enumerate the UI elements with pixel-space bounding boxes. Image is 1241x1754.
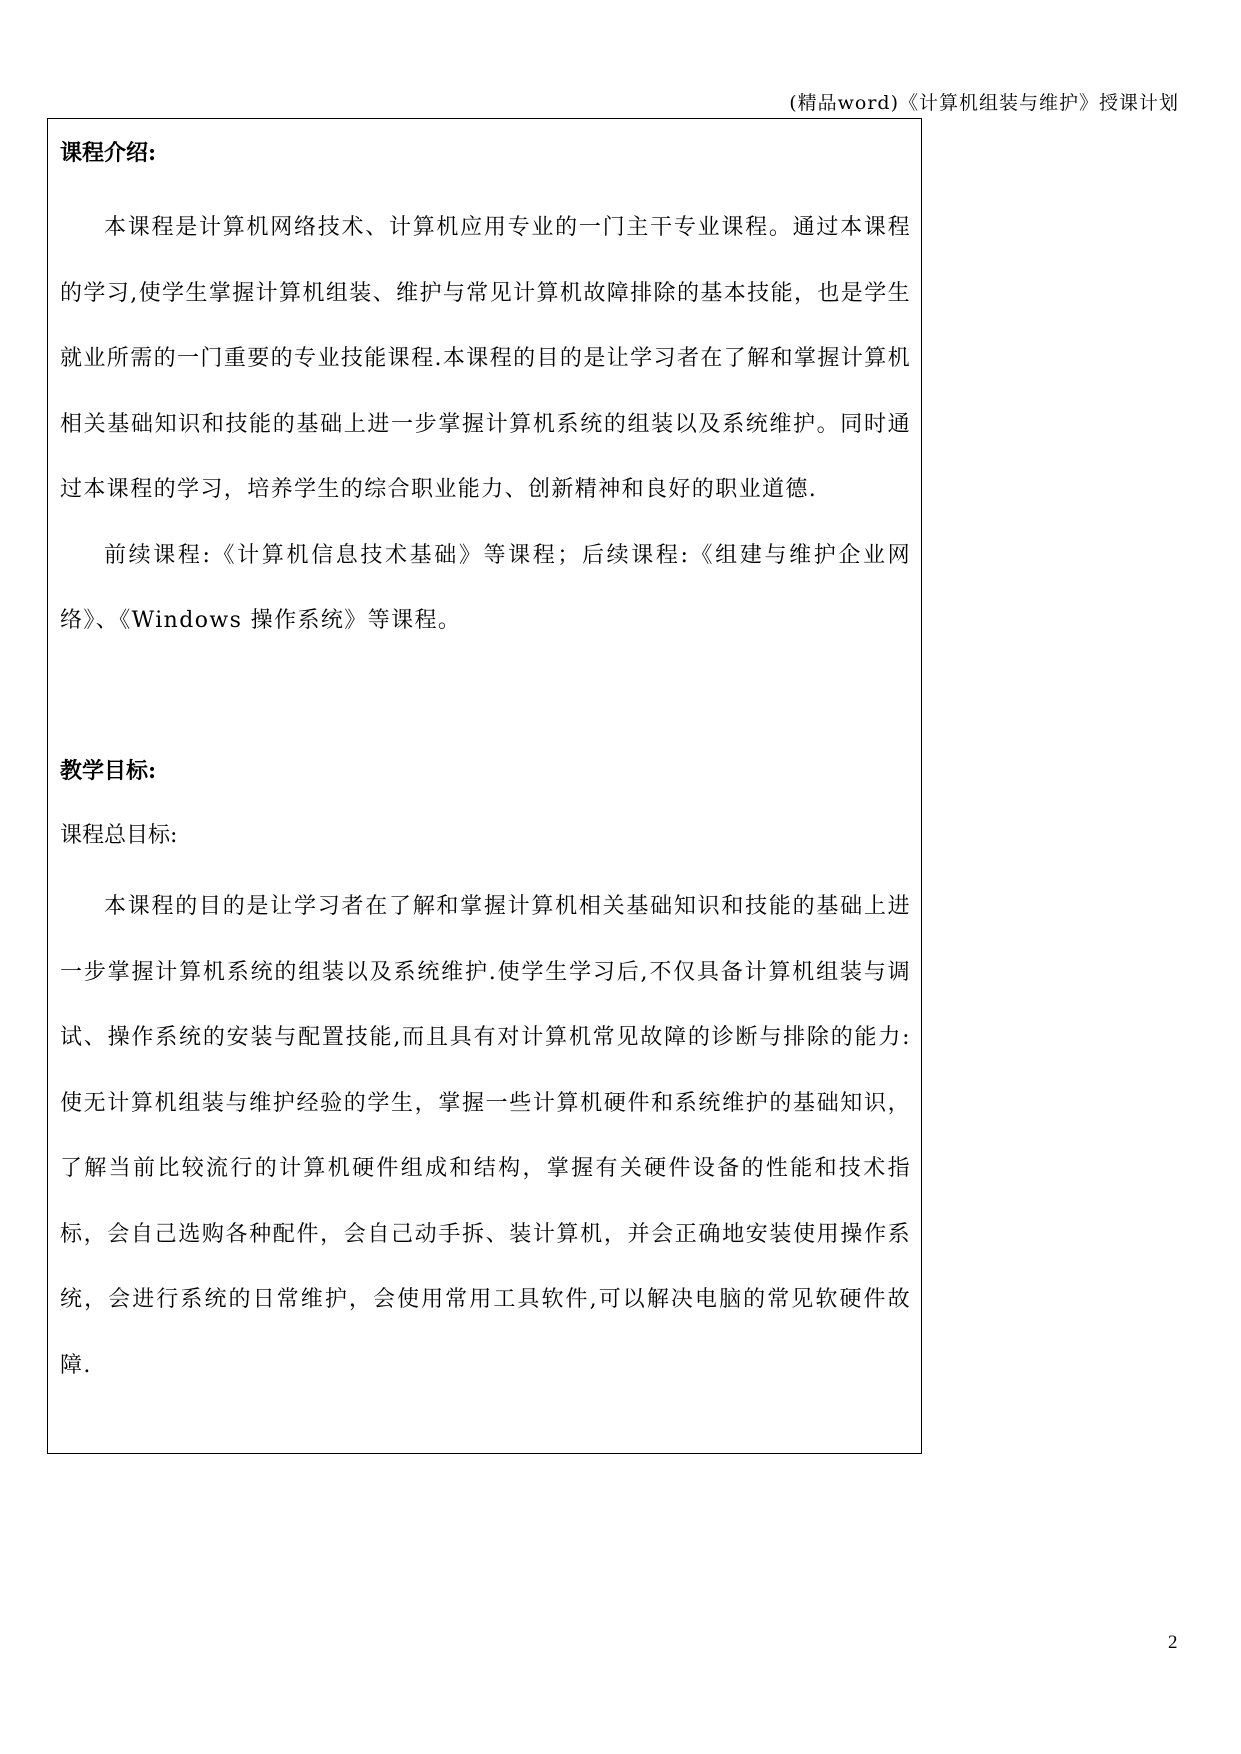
overall-goal-paragraph: 本课程的目的是让学习者在了解和掌握计算机相关基础知识和技能的基础上进一步掌握计算机系统的组装以及系统维护.使学生学习后,不仅具备计算机组装与调试、操作系统的安装与配置技能,而且具有对计算机常见故障的诊断与排除的能力:使无计算机组装与维护经验的学生，掌握一些计算机硬件和系统维护的基础知识，了解当前比较流行的计算机硬件组成和结构，掌握有关硬件设备的性能和技术指标，会自己选购各种配件，会自己动手拆、装计算机，并会正确地安装使用操作系统，会进行系统的日常维护，会使用常用工具软件,可以解决电脑的常见软硬件故障. <box>60 894 911 1378</box>
running-header: (精品word)《计算机组装与维护》授课计划 <box>789 92 1179 114</box>
overall-goal-subheading: 课程总目标: <box>60 823 178 848</box>
course-intro-heading: 课程介绍: <box>60 140 157 166</box>
course-intro-paragraph: 本课程是计算机网络技术、计算机应用专业的一门主干专业课程。通过本课程的学习,使学生掌握计算机组装、维护与常见计算机故障排除的基本技能，也是学生就业所需的一门重要的专业技能课程.本课程的目的是让学习者在了解和掌握计算机相关基础知识和技能的基础上进一步掌握计算机系统的组装以及系统维护。同时通过本课程的学习，培养学生的综合职业能力、创新精神和良好的职业道德. <box>60 215 911 502</box>
content-table-cell <box>47 118 922 1454</box>
page-number: 2 <box>1168 1632 1178 1653</box>
teaching-goals-heading: 教学目标: <box>60 758 157 784</box>
course-intro-section <box>60 135 911 654</box>
prerequisite-courses-paragraph: 前续课程:《计算机信息技术基础》等课程；后续课程:《组建与维护企业网络》、《Windows 操作系统》等课程。 <box>60 542 911 633</box>
teaching-goals-section <box>60 753 911 1398</box>
